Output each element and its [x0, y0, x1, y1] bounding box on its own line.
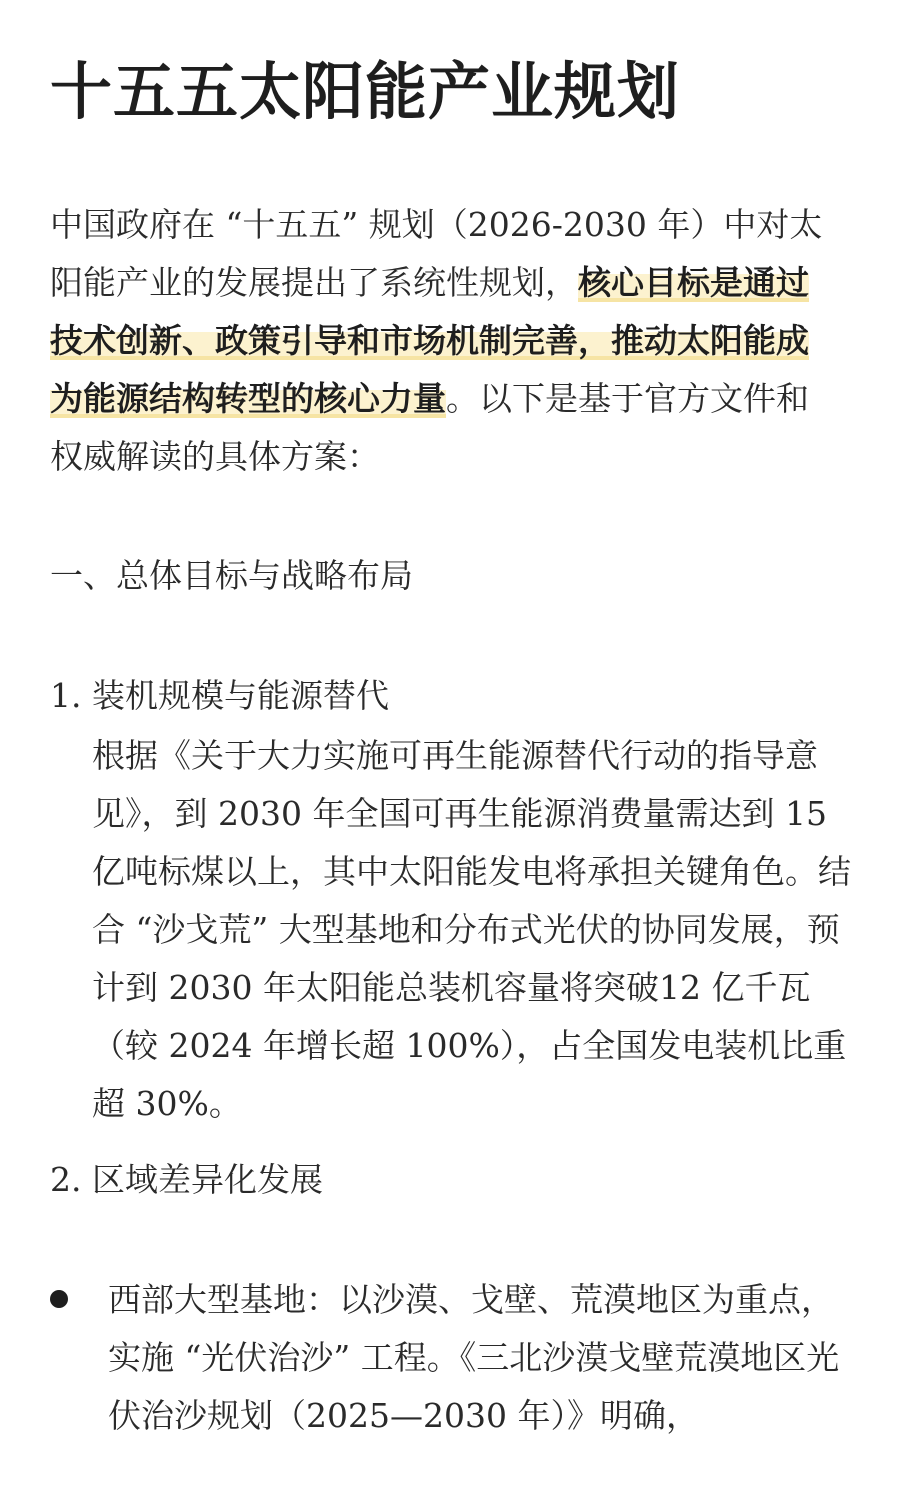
intro-paragraph [50, 196, 840, 486]
article-title: 十五五太阳能产业规划 [50, 55, 681, 128]
section-heading: 一、总体目标与战略布局 [50, 556, 413, 595]
bullet-dot-icon [50, 1290, 68, 1308]
item-1-heading: 1. 装机规模与能源替代 [50, 676, 389, 715]
item-1-body: 根据《关于大力实施可再生能源替代行动的指导意见》，到 2030 年全国可再生能源消费量需达到 15 亿吨标煤以上，其中太阳能发电将承担关键角色。结合 “沙戈荒” 大型基地和分布式光伏的协同发展，预计到 2030 年太阳能总装机容量将突破12 亿千瓦（较 2024 年增长超 100%），占全国发电装机比重超 30%。 [92, 736, 851, 1123]
intro-text-before: 中国政府在 “十五五” 规划（2026-2030 年）中对太阳能产业的发展提出了系统性规划， [50, 205, 823, 302]
bullet-item-text: 西部大型基地：以沙漠、戈壁、荒漠地区为重点，实施 “光伏治沙” 工程。《三北沙漠戈壁荒漠地区光伏治沙规划（2025—2030 年）》明确， [108, 1280, 840, 1435]
intro-highlight: 核心目标是通过技术创新、政策引导和市场机制完善，推动太阳能成为能源结构转型的核心力量 [50, 263, 809, 418]
intro-text-after: 。以下是基于官方文件和权威解读的具体方案： [50, 379, 809, 476]
item-2-heading: 2. 区域差异化发展 [50, 1160, 323, 1199]
